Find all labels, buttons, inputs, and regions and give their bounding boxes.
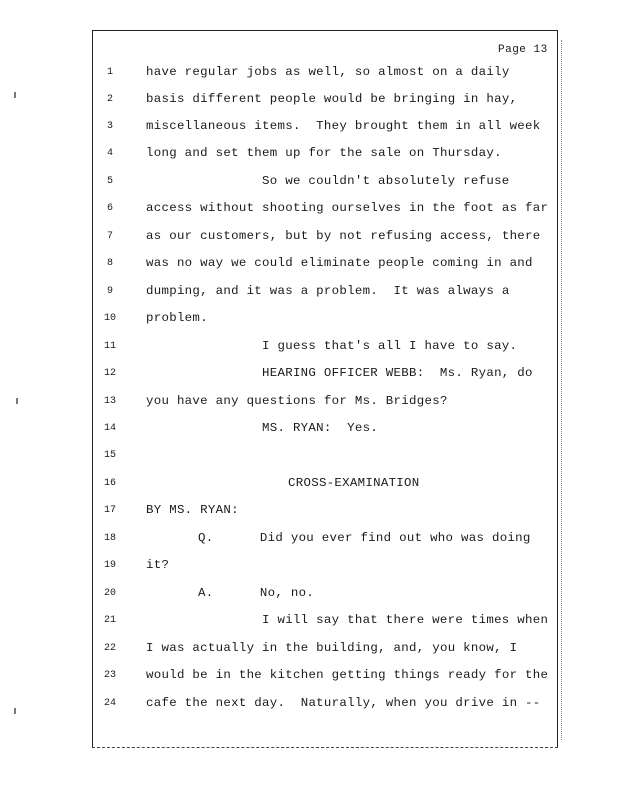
line-number: 24 xyxy=(103,698,116,709)
line-number: 10 xyxy=(103,313,116,324)
line-text: cafe the next day. Naturally, when you drive in -- xyxy=(146,696,541,710)
transcript-line xyxy=(0,90,618,110)
transcript-line xyxy=(0,501,618,521)
transcript-line xyxy=(0,282,618,302)
line-text: HEARING OFFICER WEBB: Ms. Ryan, do xyxy=(262,366,533,380)
transcript-line xyxy=(0,337,618,357)
line-number: 9 xyxy=(106,286,113,297)
line-text: Q. Did you ever find out who was doing xyxy=(198,531,531,545)
line-number: 13 xyxy=(103,396,116,407)
transcript-line xyxy=(0,584,618,604)
line-number: 2 xyxy=(106,94,113,105)
line-text: long and set them up for the sale on Thursday. xyxy=(146,146,502,160)
line-number: 5 xyxy=(106,176,113,187)
line-number: 3 xyxy=(106,121,113,132)
line-text: I will say that there were times when xyxy=(262,613,549,627)
line-text: it? xyxy=(146,558,170,572)
line-number: 11 xyxy=(103,341,116,352)
line-number: 15 xyxy=(103,450,116,461)
line-number: 1 xyxy=(106,67,113,78)
page-bottom-rule xyxy=(92,747,558,748)
line-text: basis different people would be bringing in hay, xyxy=(146,92,518,106)
transcript-line xyxy=(0,392,618,412)
line-number: 16 xyxy=(103,478,116,489)
line-number: 22 xyxy=(103,643,116,654)
line-number: 17 xyxy=(103,505,116,516)
line-text: you have any questions for Ms. Bridges? xyxy=(146,394,448,408)
line-text: as our customers, but by not refusing access, there xyxy=(146,229,541,243)
transcript-line xyxy=(0,117,618,137)
line-text: have regular jobs as well, so almost on a daily xyxy=(146,65,510,79)
transcript-line xyxy=(0,556,618,576)
line-text: was no way we could eliminate people coming in and xyxy=(146,256,533,270)
line-number: 19 xyxy=(103,560,116,571)
line-text: MS. RYAN: Yes. xyxy=(262,421,379,435)
line-number: 20 xyxy=(103,588,116,599)
line-number: 18 xyxy=(103,533,116,544)
transcript-line xyxy=(0,309,618,329)
line-number: 14 xyxy=(103,423,116,434)
line-text: I was actually in the building, and, you know, I xyxy=(146,641,518,655)
transcript-line xyxy=(0,63,618,83)
transcript-line xyxy=(0,144,618,164)
line-text: dumping, and it was a problem. It was always a xyxy=(146,284,510,298)
line-text: would be in the kitchen getting things ready for the xyxy=(146,668,549,682)
line-number: 8 xyxy=(106,258,113,269)
page-number: Page 13 xyxy=(498,44,548,56)
line-number: 7 xyxy=(106,231,113,242)
line-text: So we couldn't absolutely refuse xyxy=(262,174,510,188)
transcript-line xyxy=(0,666,618,686)
line-text: I guess that's all I have to say. xyxy=(262,339,518,353)
line-text: A. No, no. xyxy=(198,586,315,600)
line-number: 6 xyxy=(106,203,113,214)
line-text: miscellaneous items. They brought them in all week xyxy=(146,119,541,133)
section-heading: CROSS-EXAMINATION xyxy=(288,476,420,490)
line-number: 23 xyxy=(103,670,116,681)
transcript-line xyxy=(0,529,618,549)
line-text: access without shooting ourselves in the foot as far xyxy=(146,201,549,215)
line-number: 12 xyxy=(103,368,116,379)
transcript-line xyxy=(0,199,618,219)
transcript-line xyxy=(0,227,618,247)
transcript-line xyxy=(0,364,618,384)
line-text: BY MS. RYAN: xyxy=(146,503,239,517)
line-number: 21 xyxy=(103,615,116,626)
transcript-line xyxy=(0,446,618,466)
transcript-line xyxy=(0,639,618,659)
transcript-line xyxy=(0,254,618,274)
line-number: 4 xyxy=(106,148,113,159)
transcript-line xyxy=(0,611,618,631)
transcript-line xyxy=(0,419,618,439)
line-text: problem. xyxy=(146,311,208,325)
transcript-line xyxy=(0,474,618,494)
transcript-line xyxy=(0,172,618,192)
transcript-line xyxy=(0,694,618,714)
